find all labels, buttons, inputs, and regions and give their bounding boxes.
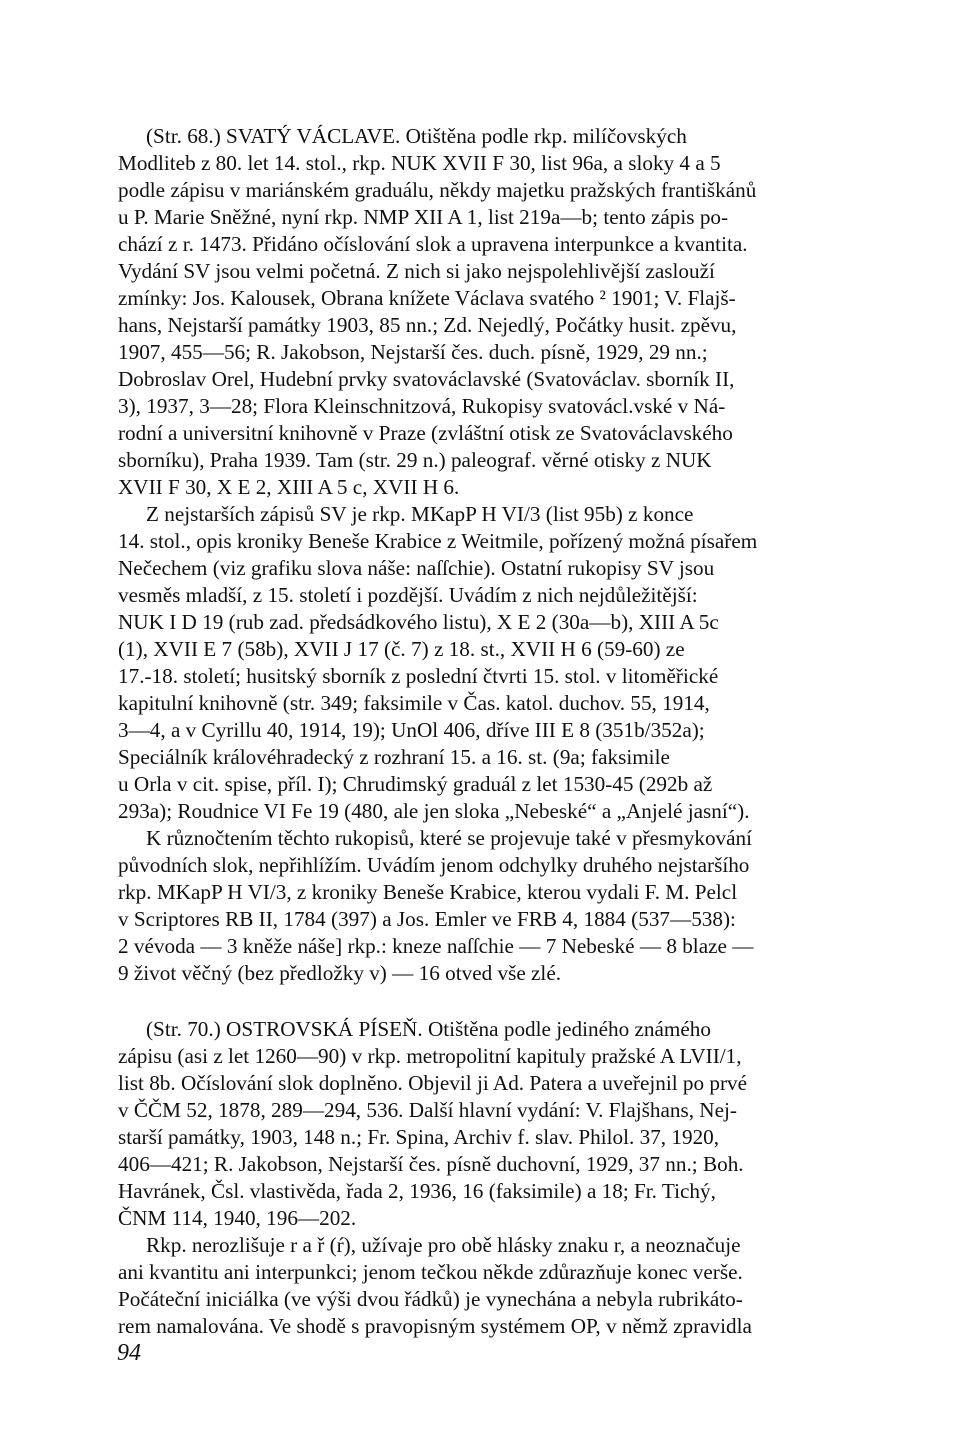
text-line: zmínky: Jos. Kalousek, Obrana knížete Václava svatého ² 1901; V. Flajš-	[118, 286, 736, 310]
text-line: 1907, 455—56; R. Jakobson, Nejstarší čes. duch. písně, 1929, 29 nn.;	[118, 340, 708, 364]
text-line: 14. stol., opis kroniky Beneše Krabice z Weitmile, pořízený možná písařem	[118, 529, 758, 553]
text-line: ČNM 114, 1940, 196—202.	[118, 1206, 357, 1230]
text-line: Nečechem (viz grafiku slova náše: naſſchie). Ostatní rukopisy SV jsou	[118, 556, 715, 580]
page-number: 94	[117, 1340, 141, 1366]
text-line: Modliteb z 80. let 14. stol., rkp. NUK XVII F 30, list 96a, a sloky 4 a 5	[118, 151, 721, 175]
text-line: starší památky, 1903, 148 n.; Fr. Spina, Archiv f. slav. Philol. 37, 1920,	[118, 1125, 720, 1149]
text-line: u Orla v cit. spise, příl. I); Chrudimský graduál z let 1530-45 (292b až	[118, 772, 713, 796]
text-line: kapitulní knihovně (str. 349; faksimile v Čas. katol. duchov. 55, 1914,	[118, 691, 710, 715]
text-line: (Str. 68.) SVATÝ VÁCLAVE. Otištěna podle rkp. milíčovských	[146, 124, 687, 148]
text-line: sborníku), Praha 1939. Tam (str. 29 n.) paleograf. věrné otisky z NUK	[118, 448, 712, 472]
text-line: Dobroslav Orel, Hudební prvky svatováclavské (Svatováclav. sborník II,	[118, 367, 735, 391]
text-line: 3—4, a v Cyrillu 40, 1914, 19); UnOl 406, dříve III E 8 (351b/352a);	[118, 718, 705, 742]
text-line: (1), XVII E 7 (58b), XVII J 17 (č. 7) z 18. st., XVII H 6 (59-60) ze	[118, 637, 685, 661]
text-line: hans, Nejstarší památky 1903, 85 nn.; Zd. Nejedlý, Počátky husit. zpěvu,	[118, 313, 737, 337]
text-line: rkp. MKapP H VI/3, z kroniky Beneše Krabice, kterou vydali F. M. Pelcl	[118, 880, 738, 904]
text-line: v Scriptores RB II, 1784 (397) a Jos. Emler ve FRB 4, 1884 (537—538):	[118, 907, 736, 931]
text-line: ani kvantitu ani interpunkci; jenom tečkou někde zdůrazňuje konec verše.	[118, 1260, 743, 1284]
text-line: rodní a universitní knihovně v Praze (zvláštní otisk ze Svatováclavského	[118, 421, 733, 445]
text-line: XVII F 30, X E 2, XIII A 5 c, XVII H 6.	[118, 475, 460, 499]
text-line: K různočtením těchto rukopisů, které se projevuje také v přesmykování	[146, 826, 753, 850]
text-line: NUK I D 19 (rub zad. předsádkového listu), X E 2 (30a—b), XIII A 5c	[118, 610, 719, 634]
text-line: 293a); Roudnice VI Fe 19 (480, ale jen sloka „Nebeské“ a „Anjelé jasní“).	[118, 799, 750, 823]
text-line: 9 život věčný (bez předložky v) — 16 otved vše zlé.	[118, 961, 562, 985]
text-line: 3), 1937, 3—28; Flora Kleinschnitzová, Rukopisy svatovácl.vské v Ná-	[118, 394, 726, 418]
text-line: Rkp. nerozlišuje r a ř (ŕ), užívaje pro obě hlásky znaku r, a neoznačuje	[146, 1233, 741, 1257]
text-line: 2 vévoda — 3 kněže náše] rkp.: kneze naſſchie — 7 Nebeské — 8 blaze —	[118, 934, 754, 958]
text-line: v ČČM 52, 1878, 289—294, 536. Další hlavní vydání: V. Flajšhans, Nej-	[118, 1098, 737, 1122]
text-line: 17.-18. století; husitský sborník z poslední čtvrti 15. stol. v litoměřické	[118, 664, 719, 688]
text-line: Vydání SV jsou velmi početná. Z nich si jako nejspolehlivější zaslouží	[118, 259, 715, 283]
text-line: vesměs mladší, z 15. století i pozdější. Uvádím z nich nejdůležitější:	[118, 583, 698, 607]
text-line: list 8b. Očíslování slok doplněno. Objevil ji Ad. Patera a uveřejnil po prvé	[118, 1071, 748, 1095]
text-line: u P. Marie Sněžné, nyní rkp. NMP XII A 1, list 219a—b; tento zápis po-	[118, 205, 729, 229]
text-line: zápisu (asi z let 1260—90) v rkp. metropolitní kapituly pražské A LVII/1,	[118, 1044, 742, 1068]
text-line: Havránek, Čsl. vlastivěda, řada 2, 1936, 16 (faksimile) a 18; Fr. Tichý,	[118, 1179, 716, 1203]
text-line: Speciálník královéhradecký z rozhraní 15. a 16. st. (9a; faksimile	[118, 745, 670, 769]
text-line: chází z r. 1473. Přidáno očíslování slok a upravena interpunkce a kvantita.	[118, 232, 748, 256]
text-line: 406—421; R. Jakobson, Nejstarší čes. písně duchovní, 1929, 37 nn.; Boh.	[118, 1152, 744, 1176]
text-line: Z nejstarších zápisů SV je rkp. MKapP H VI/3 (list 95b) z konce	[146, 502, 694, 526]
text-line: rem namalována. Ve shodě s pravopisným systémem OP, v němž zpravidla	[118, 1314, 752, 1338]
text-line: původních slok, nepřihlížím. Uvádím jenom odchylky druhého nejstaršího	[118, 853, 750, 877]
text-line: podle zápisu v mariánském graduálu, někdy majetku pražských františkánů	[118, 178, 757, 202]
text-line: Počáteční iniciálka (ve výši dvou řádků) je vynechána a nebyla rubrikáto-	[118, 1287, 743, 1311]
text-line: (Str. 70.) OSTROVSKÁ PÍSEŇ. Otištěna podle jediného známého	[146, 1017, 711, 1041]
